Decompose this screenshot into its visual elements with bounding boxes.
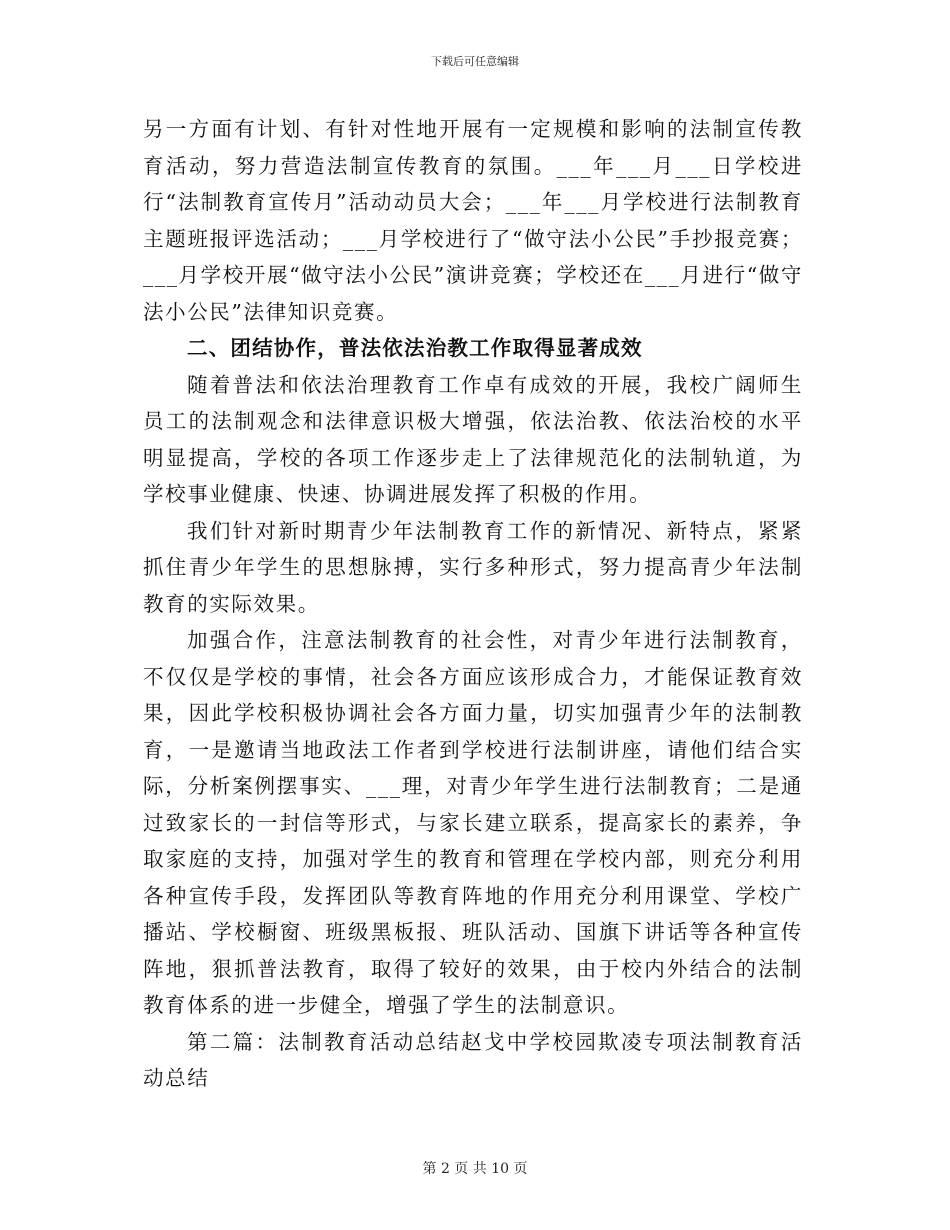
paragraph-1: 另一方面有计划、有针对性地开展有一定规模和影响的法制宣传教育活动，努力营造法制宣传教育的氛围。___年___月___日学校进行“法制教育宣传月”活动动员大会；___年___月学校进行法制教育主题班报评选活动；___月学校进行了“做守法小公民”手抄报竞赛；___月学校开展“做守法小公民”演讲竞赛；学校还在___月进行“做守法小公民”法律知识竞赛。: [143, 117, 803, 324]
paragraph-5: 第二篇：法制教育活动总结赵戈中学校园欺凌专项法制教育活动总结: [143, 1029, 803, 1090]
header-note: 下载后可任意编辑: [431, 55, 519, 68]
section-heading: 二、团结协作，普法依法治教工作取得显著成效: [187, 336, 643, 360]
document-body: [143, 111, 803, 1097]
paragraph-4: 加强合作，注意法制教育的社会性，对青少年进行法制教育，不仅仅是学校的事情，社会各方面应该形成合力，才能保证教育效果，因此学校积极协调社会各方面力量，切实加强青少年的法制教育，一是邀请当地政法工作者到学校进行法制讲座，请他们结合实际，分析案例摆事实、___理，对青少年学生进行法制教育；二是通过致家长的一封信等形式，与家长建立联系，提高家长的素养，争取家庭的支持，加强对学生的教育和管理在学校内部，则充分利用各种宣传手段，发挥团队等教育阵地的作用充分利用课堂、学校广播站、学校橱窗、班级黑板报、班队活动、国旗下讲话等各种宣传阵地，狠抓普法教育，取得了较好的效果，由于校内外结合的法制教育体系的进一步健全，增强了学生的法制意识。: [143, 628, 803, 1017]
page-indicator: 第 2 页 共 10 页: [422, 1161, 528, 1177]
paragraph-2: 随着普法和依法治理教育工作卓有成效的开展，我校广阔师生员工的法制观念和法律意识极大增强，依法治教、依法治校的水平明显提高，学校的各项工作逐步走上了法律规范化的法制轨道，为学校事业健康、快速、协调进展发挥了积极的作用。: [143, 372, 803, 506]
paragraph-3: 我们针对新时期青少年法制教育工作的新情况、新特点，紧紧抓住青少年学生的思想脉搏，实行多种形式，努力提高青少年法制教育的实际效果。: [143, 518, 803, 616]
